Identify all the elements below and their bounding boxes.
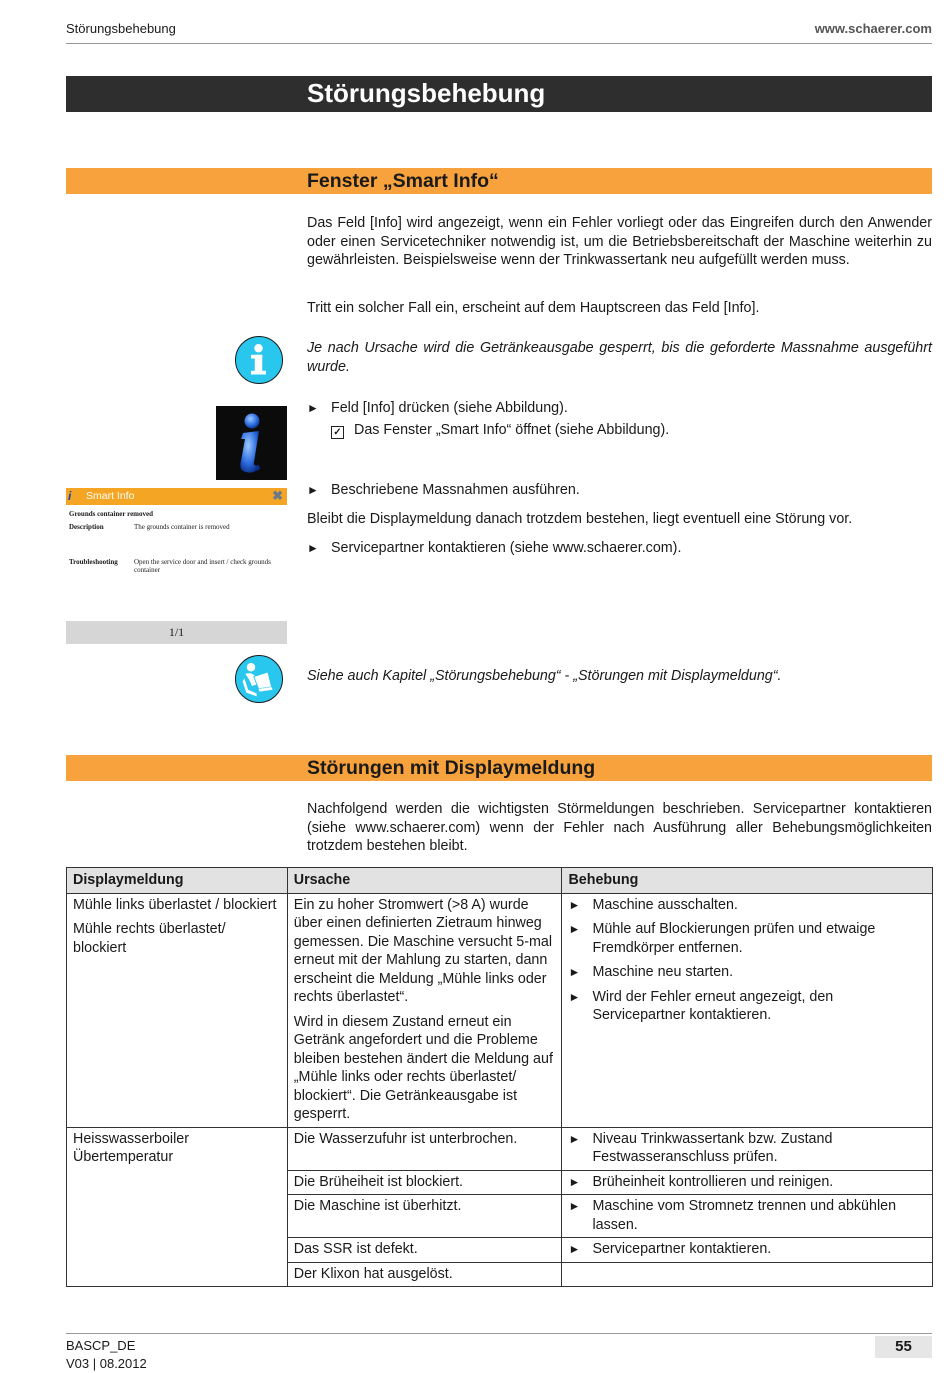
cause-text: Wird in diesem Zustand erneut ein Getränk angefordert und die Probleme bleiben bestehen ändert die Meldung auf „Mühle links oder rechts überlastet/ blockiert“. Die Getränkeausgabe ist gesperrt.: [293, 1013, 553, 1122]
cause-text: Die Maschine ist überhitzt.: [293, 1198, 462, 1214]
message-text: Mühle rechts überlastet/ blockiert: [73, 921, 226, 956]
triangle-right-icon: ►: [568, 1199, 581, 1213]
cause-cell: [287, 1127, 562, 1170]
action-cell: [562, 1195, 933, 1238]
table-row: [67, 1127, 933, 1170]
action-cell: [562, 1170, 933, 1195]
smart-info-screen: [66, 488, 287, 644]
section-bar-display-messages: [66, 755, 932, 781]
action-item: [568, 988, 926, 1025]
triangle-right-icon: ►: [568, 922, 581, 936]
section-title-display-messages: Störungen mit Displaymeldung: [307, 757, 596, 779]
book-reference-icon: [235, 655, 283, 703]
triangle-right-icon: ►: [307, 401, 319, 415]
cause-cell: [287, 893, 562, 1127]
table-header-cell: Displaymeldung: [67, 868, 288, 894]
checked-box-icon: ✓: [331, 426, 344, 439]
action-cell: [562, 1127, 933, 1170]
step-contact-service: [307, 539, 932, 558]
cause-cell: [287, 1238, 562, 1263]
close-icon[interactable]: ✖: [272, 488, 283, 503]
section-title-smart-info: Fenster „Smart Info“: [307, 170, 499, 192]
step-perform-measures-text: Beschriebene Massnahmen ausführen.: [331, 482, 580, 498]
smart-info-screen-titlebar: [66, 488, 287, 505]
message-cell: [67, 893, 288, 1127]
step-press-info-text: Feld [Info] drücken (siehe Abbildung).: [331, 400, 568, 416]
triangle-right-icon: ►: [568, 989, 581, 1004]
table-header-cell: Ursache: [287, 868, 562, 894]
smart-info-description-label: Description: [69, 523, 104, 531]
triangle-right-icon: ►: [307, 541, 319, 555]
action-text: Maschine neu starten.: [592, 964, 734, 980]
smart-info-screen-heading: Grounds container removed: [69, 510, 154, 518]
action-text: Brüheinheit kontrollieren und reinigen.: [592, 1173, 834, 1190]
action-text: Niveau Trinkwassertank bzw. Zustand Festwasseranschluss prüfen.: [592, 1130, 833, 1165]
triangle-right-icon: ►: [568, 1174, 581, 1189]
cause-cell: [287, 1170, 562, 1195]
smart-info-screen-title: Smart Info: [86, 490, 135, 502]
display-messages-intro: Nachfolgend werden die wichtigsten Störmeldungen beschrieben. Servicepartner kontaktieren (siehe www.schaerer.com) wenn der Fehler nach Ausführung aller Behebungsmöglichkeiten trotzdem bestehen bleibt.: [307, 801, 932, 854]
message-text: Heisswasserboiler Übertemperatur: [73, 1130, 190, 1165]
result-smart-info-opens-text: Das Fenster „Smart Info“ öffnet (siehe Abbildung).: [354, 422, 670, 438]
footer-doc-id: BASCP_DE: [66, 1338, 136, 1353]
header-section-title: Störungsbehebung: [66, 21, 176, 36]
info-icon: [235, 336, 283, 384]
smart-info-note: Je nach Ursache wird die Getränkeausgabe gesperrt, bis die geforderte Massnahme ausgeführt wurde.: [307, 340, 932, 375]
cause-cell: [287, 1262, 562, 1287]
cause-text: Ein zu hoher Stromwert (>8 A) wurde über einen definierten Zietraum hinweg gemessen. Die Maschine versucht 5-mal erneut mit der Mahlung zu starten, dann erscheint die Meldung „Mühle links oder rechts überlastet“.: [293, 896, 553, 1005]
chapter-title-bar: [66, 76, 932, 112]
message-text: Mühle links überlastet / blockiert: [73, 896, 277, 913]
step-contact-service-text: Servicepartner kontaktieren (siehe www.schaerer.com).: [331, 540, 682, 556]
action-cell: [562, 1238, 933, 1263]
smart-info-troubleshooting-label: Troubleshooting: [69, 558, 118, 566]
action-item: [568, 1240, 926, 1259]
small-info-icon: i: [68, 489, 72, 503]
table-row: [67, 893, 933, 1127]
action-text: Wird der Fehler erneut angezeigt, den Servicepartner kontaktieren.: [592, 988, 834, 1023]
section-bar-smart-info: [66, 168, 932, 194]
header-divider: [66, 43, 932, 44]
info-button-glyph: [216, 406, 287, 480]
smart-info-pager[interactable]: 1/1: [66, 621, 287, 644]
table-header-cell: Behebung: [562, 868, 933, 894]
action-item: [568, 1197, 926, 1234]
step-perform-measures: [307, 481, 932, 500]
chapter-title: Störungsbehebung: [307, 78, 546, 108]
action-item: [568, 1173, 926, 1192]
cause-text: Die Brüheiheit ist blockiert.: [293, 1173, 464, 1190]
triangle-right-icon: ►: [568, 965, 581, 979]
triangle-right-icon: ►: [568, 1242, 581, 1256]
see-also-note: Siehe auch Kapitel „Störungsbehebung“ - „Störungen mit Displaymeldung“.: [307, 668, 782, 684]
header-website: www.schaerer.com: [814, 21, 932, 36]
action-text: Mühle auf Blockierungen prüfen und etwaige Fremdkörper entfernen.: [592, 921, 876, 956]
action-item: [568, 1130, 926, 1167]
cause-text: Das SSR ist defekt.: [293, 1241, 418, 1257]
smart-info-intro-paragraph: Das Feld [Info] wird angezeigt, wenn ein Fehler vorliegt oder das Eingreifen durch den Anwender oder einen Servicetechniker notwendig ist, um die Betriebsbereitschaft der Maschine weiterhin zu gewährleisten. Beispielsweise wenn der Trinkwassertank neu aufgefüllt werden muss.: [307, 215, 932, 268]
action-cell: [562, 893, 933, 1127]
book-reference-glyph: [236, 656, 281, 701]
triangle-right-icon: ►: [568, 897, 581, 912]
smart-info-troubleshooting-value: Open the service door and insert / check grounds container: [134, 558, 271, 574]
action-cell: [562, 1262, 933, 1287]
action-text: Maschine vom Stromnetz trennen und abkühlen lassen.: [592, 1198, 897, 1233]
cause-text: Die Wasserzufuhr ist unterbrochen.: [293, 1130, 518, 1147]
smart-info-paragraph-3: Bleibt die Displaymeldung danach trotzdem bestehen, liegt eventuell eine Störung vor.: [307, 511, 853, 527]
error-table: [66, 867, 933, 1287]
triangle-right-icon: ►: [307, 483, 319, 497]
page-number: 55: [875, 1336, 932, 1358]
cause-cell: [287, 1195, 562, 1238]
action-item: [568, 963, 926, 982]
step-press-info: [307, 399, 932, 418]
action-item: [568, 896, 926, 915]
info-icon-glyph: [236, 337, 281, 382]
footer-divider: [66, 1333, 932, 1334]
triangle-right-icon: ►: [568, 1131, 581, 1146]
action-text: Maschine ausschalten.: [592, 896, 738, 913]
cause-text: Der Klixon hat ausgelöst.: [293, 1265, 453, 1282]
message-cell: [67, 1127, 288, 1287]
info-button-icon: [216, 406, 287, 480]
footer-version: V03 | 08.2012: [66, 1356, 147, 1371]
result-smart-info-opens: [331, 421, 669, 440]
smart-info-description-value: The grounds container is removed: [134, 523, 230, 531]
action-text: Servicepartner kontaktieren.: [592, 1241, 772, 1257]
table-header-row: [67, 868, 933, 894]
smart-info-paragraph-2: Tritt ein solcher Fall ein, erscheint auf dem Hauptscreen das Feld [Info].: [307, 300, 760, 316]
action-item: [568, 920, 926, 957]
